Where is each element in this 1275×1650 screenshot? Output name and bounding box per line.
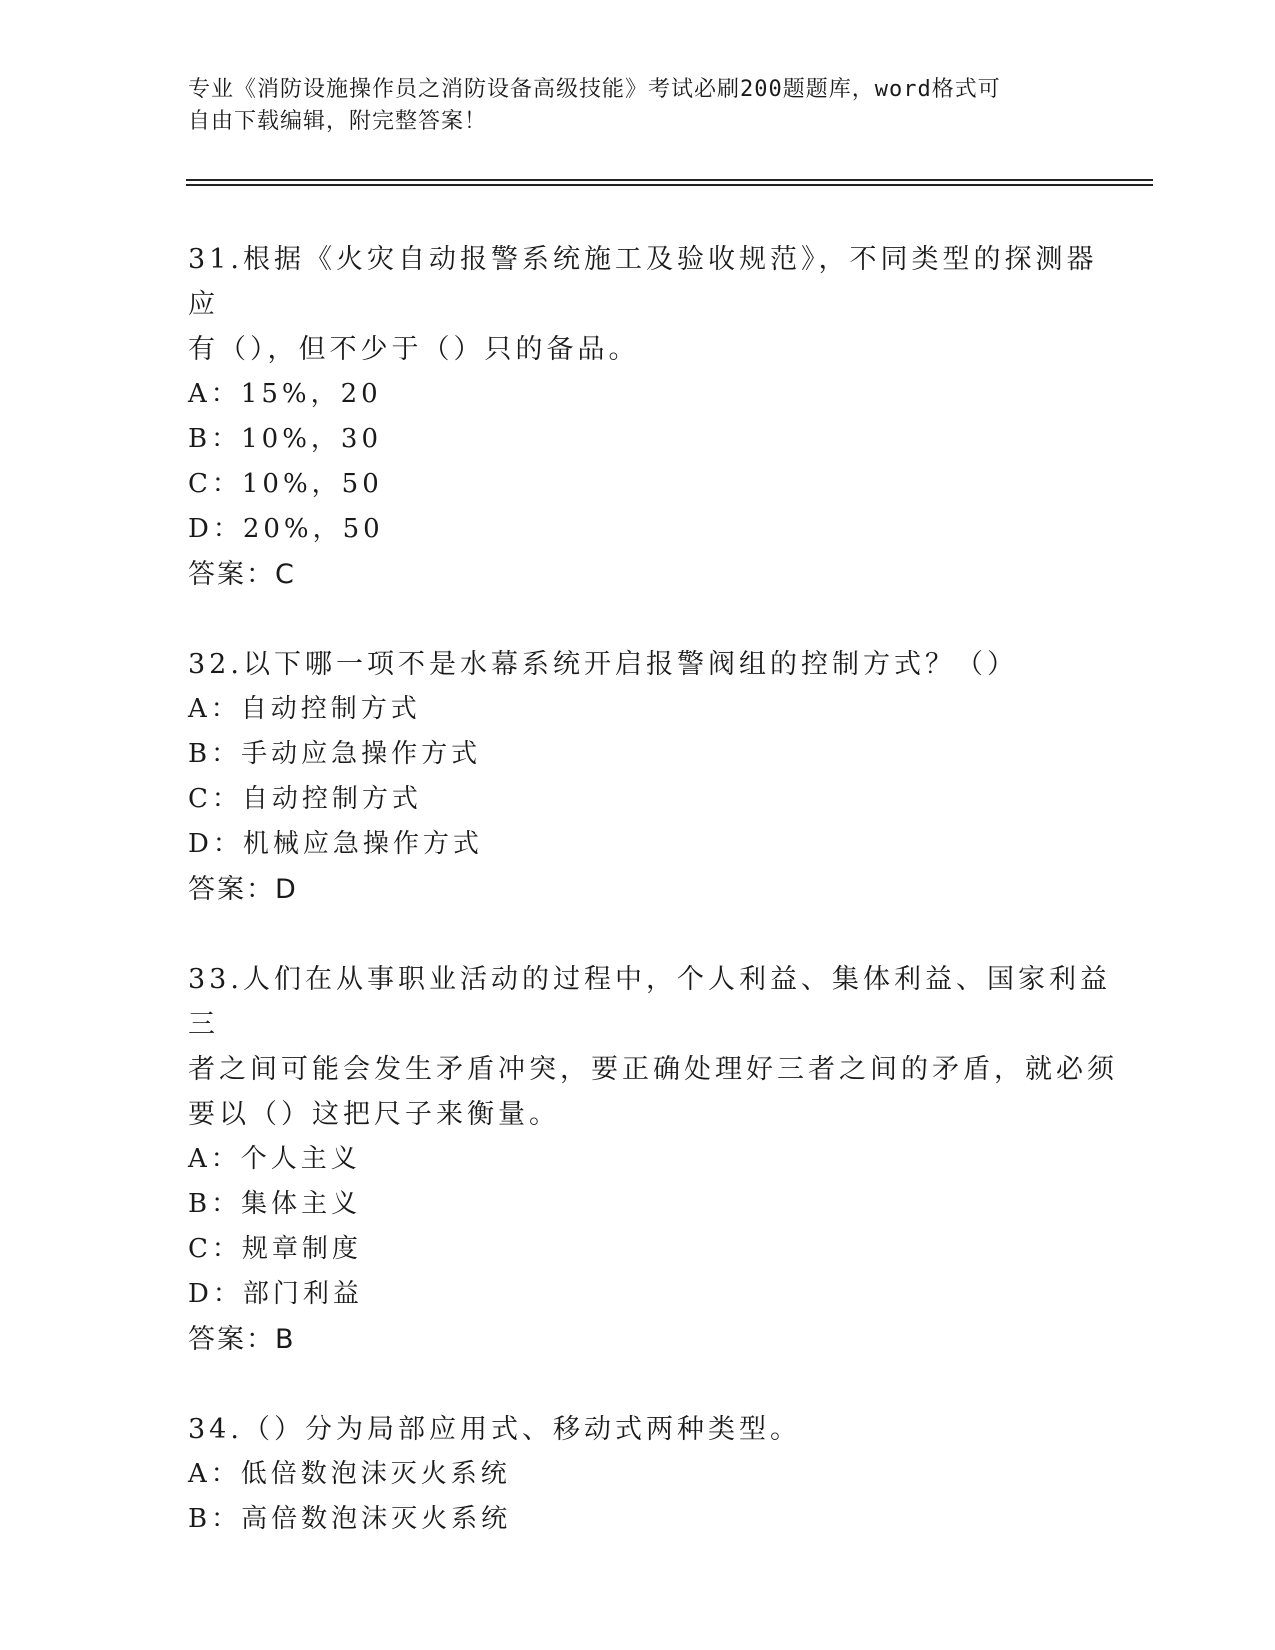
question-34: [188, 1407, 1128, 1542]
option-d: D：部门利益: [188, 1279, 363, 1309]
rule-line-bottom: [186, 184, 1153, 186]
answer: 答案：D: [188, 874, 298, 905]
option-b: B：高倍数泡沫灭火系统: [188, 1504, 512, 1534]
option-c: C：规章制度: [188, 1234, 362, 1264]
question-stem: 要以（）这把尺子来衡量。: [188, 1099, 560, 1130]
option-a: A：低倍数泡沫灭火系统: [188, 1459, 511, 1489]
question-stem: 有（），但不少于（）只的备品。: [188, 334, 640, 365]
option-b: B：10%，30: [188, 424, 382, 454]
question-stem: 32.以下哪一项不是水幕系统开启报警阀组的控制方式？（）: [188, 649, 1018, 680]
document-header: [188, 74, 1088, 138]
answer: 答案：C: [188, 559, 296, 590]
question-31: [188, 237, 1128, 597]
option-d: D：20%，50: [188, 514, 384, 544]
option-a: A：个人主义: [188, 1144, 361, 1174]
option-c: C：自动控制方式: [188, 784, 422, 814]
answer: 答案：B: [188, 1324, 296, 1355]
header-line-1: 专业《消防设施操作员之消防设备高级技能》考试必刷200题题库，word格式可: [188, 77, 1001, 102]
question-stem: 33.人们在从事职业活动的过程中，个人利益、集体利益、国家利益三: [188, 964, 1111, 1040]
question-list: [188, 237, 1128, 1587]
question-stem: 31.根据《火灾自动报警系统施工及验收规范》，不同类型的探测器应: [188, 244, 1098, 320]
option-b: B：手动应急操作方式: [188, 739, 482, 769]
option-d: D：机械应急操作方式: [188, 829, 483, 859]
question-stem: 34.（）分为局部应用式、移动式两种类型。: [188, 1414, 801, 1445]
rule-line-top: [186, 179, 1153, 181]
question-32: [188, 642, 1128, 912]
option-a: A：15%，20: [188, 379, 382, 409]
option-a: A：自动控制方式: [188, 694, 421, 724]
header-double-rule: [186, 179, 1153, 186]
header-line-2: 自由下载编辑，附完整答案！: [188, 109, 488, 134]
question-33: [188, 957, 1128, 1362]
option-c: C：10%，50: [188, 469, 383, 499]
option-b: B：集体主义: [188, 1189, 362, 1219]
question-stem: 者之间可能会发生矛盾冲突，要正确处理好三者之间的矛盾，就必须: [188, 1054, 1118, 1085]
